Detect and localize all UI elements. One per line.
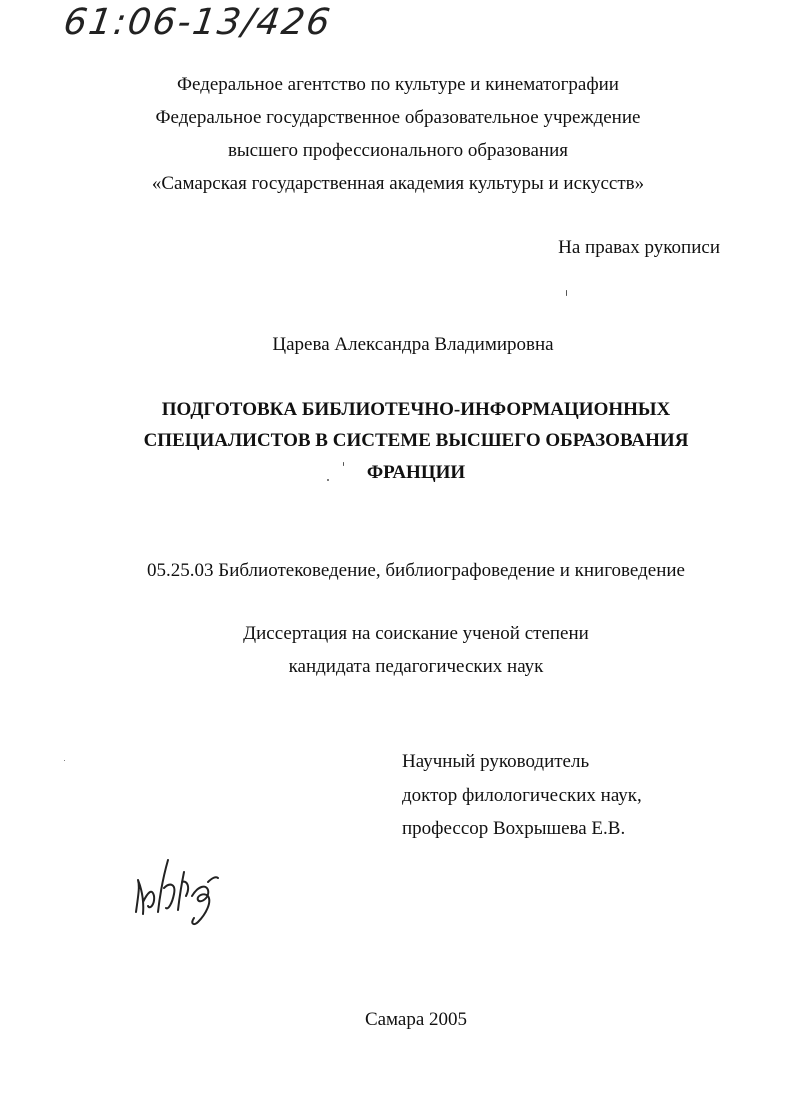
org-line-academy-name: «Самарская государственная академия культуры и искусств» <box>151 173 645 194</box>
title-line-3: ФРАНЦИИ <box>366 462 466 483</box>
title-line-2: СПЕЦИАЛИСТОВ В СИСТЕМЕ ВЫСШЕГО ОБРАЗОВАНИЯ <box>143 430 689 451</box>
title-line-1: ПОДГОТОВКА БИБЛИОТЕЧНО-ИНФОРМАЦИОННЫХ <box>161 399 671 420</box>
scan-speck <box>566 290 567 296</box>
supervisor-role: Научный руководитель <box>402 751 590 772</box>
author-name: Царева Александра Владимировна <box>272 334 554 355</box>
scan-speck <box>64 760 65 761</box>
scan-speck <box>327 479 329 481</box>
place-and-year: Самара 2005 <box>364 1009 468 1030</box>
scan-speck <box>343 462 344 466</box>
org-line-education-level: высшего профессионального образования <box>227 140 569 161</box>
supervisor-name: профессор Вохрышева Е.В. <box>402 818 626 839</box>
supervisor-degree: доктор филологических наук, <box>402 785 642 806</box>
org-line-institution-type: Федеральное государственное образовательное учреждение <box>155 107 641 128</box>
handwritten-signature <box>128 852 228 932</box>
degree-line-1: Диссертация на соискание ученой степени <box>243 623 589 644</box>
org-line-agency: Федеральное агентство по культуре и кинематографии <box>177 74 619 95</box>
rights-note: На правах рукописи <box>558 237 720 258</box>
handwritten-catalog-number: 61:06-13/426 <box>61 2 335 43</box>
specialty-code: 05.25.03 Библиотековедение, библиографоведение и книговедение <box>147 560 685 581</box>
degree-line-2: кандидата педагогических наук <box>288 656 544 677</box>
